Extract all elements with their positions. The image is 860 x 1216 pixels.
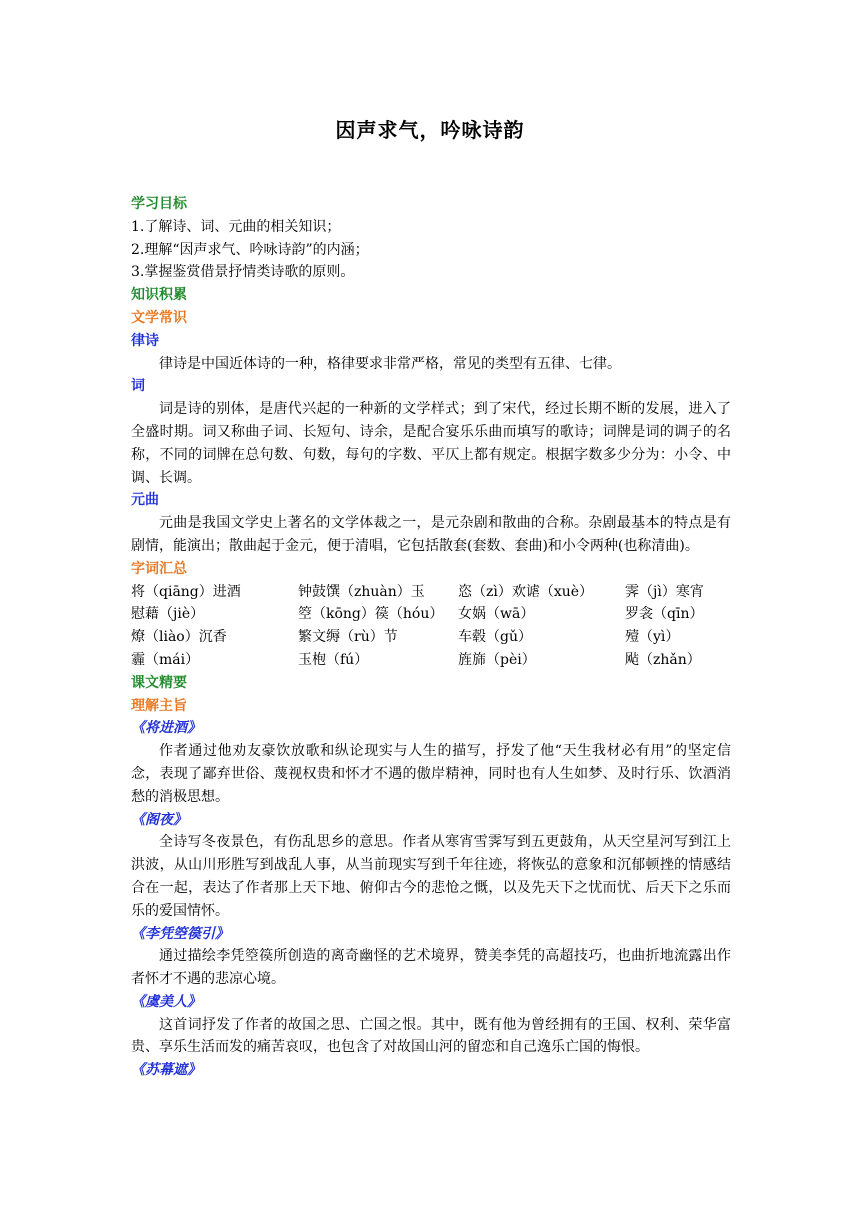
vocab-item: 繁文缛（rù）节 (298, 629, 398, 646)
poem-summary: 通过描绘李凭箜篌所创造的离奇幽怪的艺术境界，赞美李凭的高超技巧，也曲折地流露出作者怀才不遇的悲凉心境。 (131, 948, 731, 988)
vocab-item: 霾（mái） (131, 651, 200, 668)
knowledge-heading: 知识积累 (131, 287, 187, 304)
poem-title: 《李凭箜篌引》 (131, 925, 229, 942)
lvshi-paragraph: 律诗是中国近体诗的一种，格律要求非常严格，常见的类型有五律、七律。 (159, 355, 621, 372)
yuanqu-paragraph: 元曲是我国文学史上著名的文学体裁之一，是元杂剧和散曲的合称。杂剧最基本的特点是有剧情，能演出；散曲起于金元，便于清唱，它包括散套(套数、套曲)和小令两种(也称清曲)。 (131, 515, 731, 554)
vocab-item: 罗衾（qīn） (625, 606, 704, 623)
vocab-item: 将（qiāng）进酒 (131, 583, 241, 600)
vocab-item: 恣（zì）欢谑（xuè） (458, 583, 594, 600)
vocab-item: 旌旆（pèi） (458, 651, 536, 668)
text-heading: 课文精要 (131, 674, 187, 691)
goal-item: 1.了解诗、词、元曲的相关知识； (131, 218, 341, 235)
vocab-item: 燎（liào）沉香 (131, 629, 227, 646)
document-body (131, 193, 731, 1082)
poem-title: 《阁夜》 (131, 811, 187, 828)
goal-item: 3.掌握鉴赏借景抒情类诗歌的原则。 (131, 264, 355, 281)
poem-title: 《将进酒》 (131, 720, 201, 737)
goal-item: 2.理解“因声求气、吟咏诗韵”的内涵； (131, 241, 369, 258)
vocab-item: 飐（zhǎn） (625, 651, 701, 668)
vocab-item: 钟鼓馔（zhuàn）玉 (298, 583, 425, 600)
poem-summary: 这首词抒发了作者的故国之思、亡国之恨。其中，既有他为曾经拥有的王国、权利、荣华富贵、享乐生活而发的痛苦哀叹，也包含了对故国山河的留恋和自己逸乐亡国的悔恨。 (131, 1016, 731, 1056)
vocab-item: 殪（yì） (625, 629, 680, 646)
ci-heading: 词 (131, 378, 145, 395)
page-title: 因声求气，吟咏诗韵 (335, 118, 525, 142)
poem-title: 《苏幕遮》 (131, 1062, 201, 1079)
poem-title: 《虞美人》 (131, 993, 201, 1010)
goals-heading: 学习目标 (131, 196, 187, 212)
vocab-item: 车毂（gǔ） (458, 629, 532, 646)
ci-paragraph: 词是诗的别体，是唐代兴起的一种新的文学样式；到了宋代，经过长期不断的发展，进入了全盛时期。词又称曲子词、长短句、诗余，是配合宴乐乐曲而填写的歌诗；词牌是词的调子的名称，不同的词牌在总句数、句数，每句的字数、平仄上都有规定。根据字数多少分为：小令、中调、长调。 (131, 401, 731, 486)
vocab-item: 箜（kōng）篌（hóu） (298, 606, 444, 623)
poem-summary: 作者通过他劝友豪饮放歌和纵论现实与人生的描写，抒发了他“天生我材必有用”的坚定信念，表现了鄙弃世俗、蔑视权贵和怀才不遇的傲岸精神，同时也有人生如梦、及时行乐、饮酒消愁的消极思想。 (131, 743, 731, 805)
vocab-grid (131, 581, 731, 672)
lvshi-heading: 律诗 (131, 332, 159, 349)
yuanqu-heading: 元曲 (131, 492, 159, 509)
literature-heading: 文学常识 (131, 309, 187, 326)
vocab-item: 慰藉（jiè） (131, 606, 205, 623)
vocab-item: 女娲（wā） (458, 606, 535, 623)
vocab-item: 霁（jì）寒宵 (625, 583, 704, 600)
vocab-heading: 字词汇总 (131, 560, 187, 577)
theme-heading: 理解主旨 (131, 697, 187, 714)
poem-summary: 全诗写冬夜景色，有伤乱思乡的意思。作者从寒宵雪霁写到五更鼓角，从天空星河写到江上洪波，从山川形胜写到战乱人事，从当前现实写到千年往迹，将恢弘的意象和沉郁顿挫的情感结合在一起，表达了作者那上天下地、俯仰古今的悲怆之慨，以及先天下之忧而忧、后天下之乐而乐的爱国情怀。 (131, 834, 731, 919)
vocab-item: 玉枹（fú） (298, 651, 369, 668)
